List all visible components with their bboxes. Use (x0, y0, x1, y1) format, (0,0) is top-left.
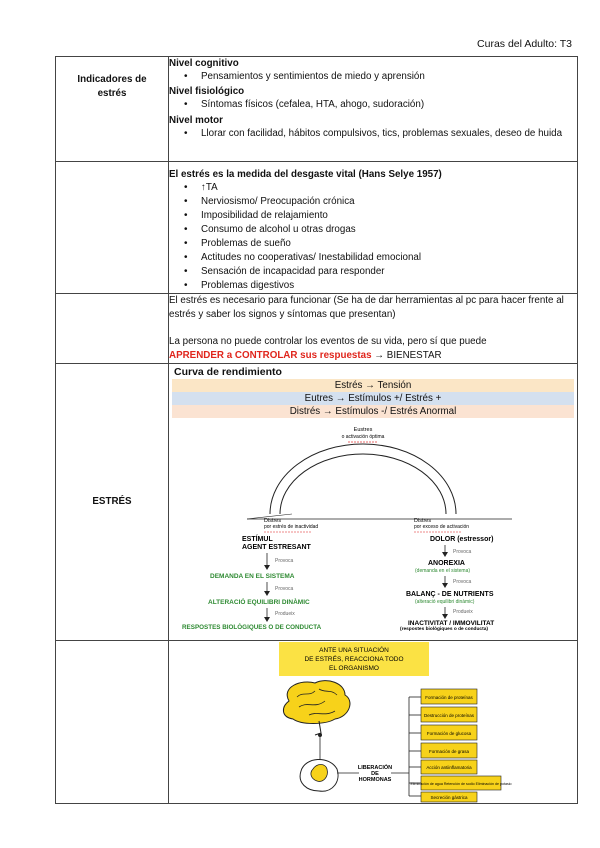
arrow-glyph: → (374, 350, 385, 361)
row-label-estres: ESTRÉS (56, 364, 169, 641)
left-arrow1: Provoca (275, 558, 294, 564)
svg-text:Eliminación de agua Retención: Eliminación de agua Retención de sodio Eliminación de potasio (410, 782, 512, 786)
curve-left-sub: por estrés de inactividad (264, 524, 319, 530)
left-title2: AGENT ESTRESANT (242, 544, 311, 551)
effect-box-2 (409, 707, 477, 722)
svg-text:Formación de proteínas: Formación de proteínas (425, 695, 473, 700)
organismo-diagram (169, 641, 579, 803)
right-step1-sub: (demanda en el sistema) (415, 568, 471, 574)
row-label-empty (56, 641, 169, 804)
organ-label2: DE (371, 771, 379, 777)
curve-right-sub: por exceso de activación (414, 524, 470, 530)
fisiologico-list (169, 98, 577, 112)
table-row (56, 162, 578, 294)
list-item: • ↑TA (201, 181, 577, 195)
curva-arc (247, 444, 512, 519)
banner-line3: EL ORGANISMO (329, 665, 379, 672)
svg-text:Formación de grasa: Formación de grasa (428, 749, 470, 754)
list-item: • Problemas digestivos (201, 279, 577, 293)
svg-text:Destrucción de proteínas: Destrucción de proteínas (423, 713, 475, 718)
left-arrow2: Provoca (275, 586, 294, 592)
left-step2: ALTERACIÓ EQUILIBRI DINÀMIC (208, 599, 310, 606)
list-item: • Problemas de sueño (201, 237, 577, 251)
banner-line2: DE ESTRÉS, REACCIONA TODO (304, 656, 404, 663)
rendimiento-diagram (172, 418, 576, 632)
effect-box-1 (409, 689, 477, 704)
curva-title: Curva de rendimiento (174, 366, 282, 378)
organ-label1: LIBERACIÓN (357, 765, 393, 771)
curve-top-label: Eustres (353, 427, 373, 433)
left-arrow3: Produeix (275, 611, 295, 617)
table-row (56, 641, 578, 804)
row-label-empty (56, 294, 169, 364)
list-item: • Actitudes no cooperativas/ Inestabilidad emocional (201, 251, 577, 265)
band-estres: Estrés → Tensión (172, 379, 574, 392)
row-label-empty (56, 162, 169, 294)
necesario-cell (169, 294, 578, 364)
curve-left-label: Distres (264, 518, 282, 524)
right-arrow2: Provoca (453, 579, 472, 585)
right-flow (400, 536, 494, 632)
right-step1: ANOREXIA (428, 560, 465, 567)
left-title1: ESTÍMUL (242, 536, 273, 543)
curve-right-label: Distres (414, 518, 432, 524)
right-step3: INACTIVITAT / IMMOVILITAT (408, 620, 495, 627)
necesario-paragraph: El estrés es necesario para funcionar (Se ha de dar herramientas al pc para hacer frente al estrés y saber los signos y síntomas que presentan) (169, 295, 564, 320)
right-arrow3: Produeix (453, 609, 473, 615)
cognitivo-list (169, 70, 577, 84)
effect-box-3 (409, 725, 477, 740)
list-item: • Nerviosismo/ Preocupación crónica (201, 195, 577, 209)
list-item: • Consumo de alcohol u otras drogas (201, 223, 577, 237)
effect-box-6 (409, 776, 512, 790)
brain-icon (283, 681, 350, 735)
row-label-indicadores: Indicadores de estrés (56, 57, 169, 162)
list-item: • Imposibilidad de relajamiento (201, 209, 577, 223)
control-paragraph: La persona no puede controlar los eventos de su vida, pero sí que puede (169, 336, 487, 347)
indicadores-cell (169, 57, 578, 162)
nivel-motor-heading: Nivel motor (169, 115, 223, 126)
content-table (55, 56, 578, 804)
right-step2: BALANÇ - DE NUTRIENTS (406, 591, 494, 598)
curve-top-sub: o activación óptima (341, 434, 385, 440)
list-item: • Síntomas físicos (cefalea, HTA, ahogo, sudoración) (201, 98, 577, 112)
right-step3-sub: (respostes biològiques o de conducta) (400, 627, 488, 632)
svg-text:Secreción gástrica: Secreción gástrica (430, 795, 468, 800)
left-step1: DEMANDA EN EL SISTEMA (210, 573, 295, 580)
right-step2-sub: (alteració equilibri dinàmic) (415, 599, 475, 605)
list-item: • Llorar con facilidad, hábitos compulsivos, tics, problemas sexuales, deseo de huida (201, 127, 577, 141)
left-flow (182, 534, 322, 631)
desgaste-cell (169, 162, 578, 294)
band-distres: Distrés → Estímulos -/ Estrés Anormal (172, 405, 574, 418)
desgaste-list (169, 181, 577, 293)
effect-box-4 (409, 743, 477, 758)
organismo-cell (169, 641, 578, 804)
list-item: • Pensamientos y sentimientos de miedo y aprensión (201, 70, 577, 84)
gland-icon (300, 759, 338, 791)
svg-text:Formación de glucosa: Formación de glucosa (426, 731, 472, 736)
banner-line1: ANTE UNA SITUACIÓN (319, 647, 389, 654)
right-arrow1: Provoca (453, 549, 472, 555)
left-step3: RESPOSTES BIOLÒGIQUES O DE CONDUCTA (182, 624, 322, 631)
curva-cell (169, 364, 578, 641)
desgaste-heading: El estrés es la medida del desgaste vital (Hans Selye 1957) (169, 169, 442, 180)
highlight-text: APRENDER a CONTROLAR sus respuestas (169, 350, 372, 361)
right-title: DOLOR (estressor) (430, 536, 494, 543)
bienestar-text: BIENESTAR (386, 350, 442, 361)
page-header: Curas del Adulto: T3 (477, 38, 572, 50)
effect-box-7 (409, 792, 477, 802)
motor-list (169, 127, 577, 141)
table-row (56, 57, 578, 162)
control-line (169, 349, 577, 363)
organ-label3: HORMONAS (358, 777, 392, 783)
list-item: • Sensación de incapacidad para responder (201, 265, 577, 279)
effect-box-5 (409, 760, 477, 774)
table-row (56, 364, 578, 641)
band-eutres: Eutres → Estímulos +/ Estrés + (172, 392, 574, 405)
svg-text:Acción antiinflamatoria: Acción antiinflamatoria (426, 765, 472, 770)
table-row (56, 294, 578, 364)
nivel-cognitivo-heading: Nivel cognitivo (169, 58, 239, 69)
nivel-fisiologico-heading: Nivel fisiológico (169, 86, 245, 97)
